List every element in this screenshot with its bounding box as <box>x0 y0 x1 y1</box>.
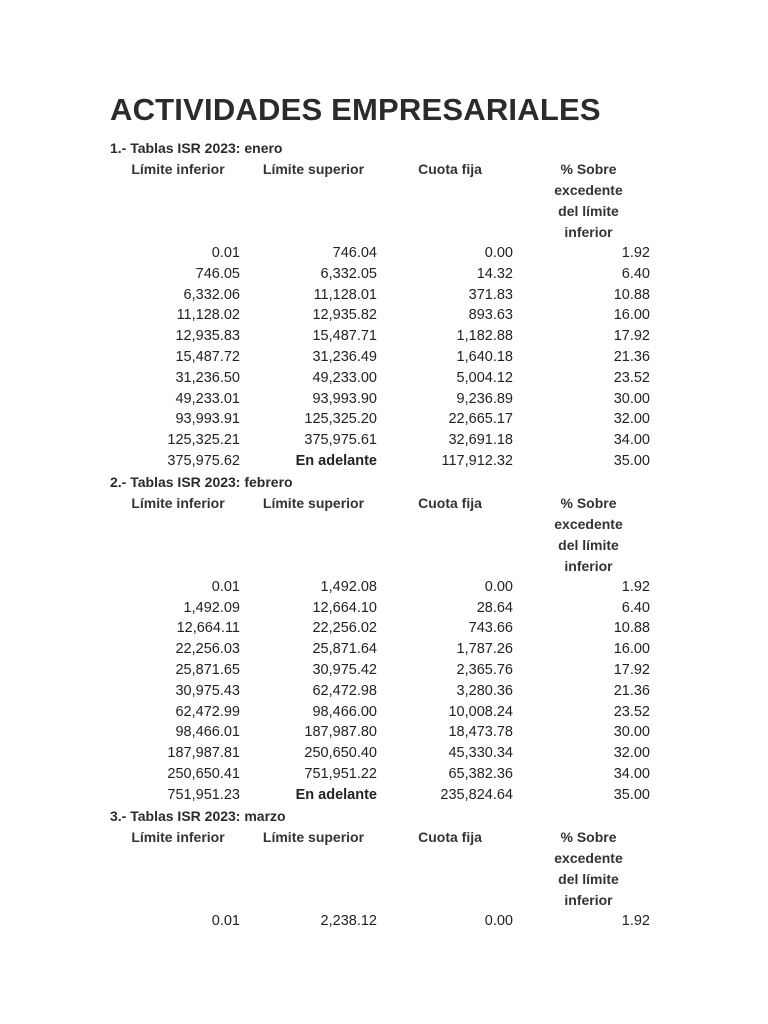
cell-cuota-fija: 32,691.18 <box>448 432 513 449</box>
header-porcentaje-line3: del límite <box>558 536 619 553</box>
cell-limite-superior: 62,472.98 <box>312 682 377 699</box>
header-limite-superior: Límite superior <box>262 161 365 177</box>
table-row <box>110 577 650 598</box>
cell-porcentaje: 16.00 <box>613 641 650 658</box>
cell-cuota-fija: 9,236.89 <box>456 390 513 407</box>
cell-limite-superior: 25,871.64 <box>312 641 377 658</box>
header-cuota-fija: Cuota fija <box>418 828 482 845</box>
table-row <box>110 430 650 451</box>
cell-cuota-fija: 743.66 <box>468 620 513 637</box>
table-header-row <box>110 493 650 577</box>
cell-limite-inferior: 49,233.01 <box>175 390 240 407</box>
header-cuota-fija: Cuota fija <box>418 494 482 511</box>
cell-cuota-fija: 45,330.34 <box>448 745 513 762</box>
header-porcentaje-line4: inferior <box>564 557 613 574</box>
table-row <box>110 660 650 681</box>
table-row <box>110 409 650 430</box>
cell-limite-superior: 11,128.01 <box>313 286 377 303</box>
cell-limite-superior: 31,236.49 <box>312 348 377 365</box>
cell-cuota-fija: 1,182.88 <box>456 328 513 345</box>
cell-cuota-fija: 2,365.76 <box>456 661 513 678</box>
cell-cuota-fija: 235,824.64 <box>440 786 513 803</box>
cell-limite-superior: 93,993.90 <box>312 390 377 407</box>
cell-limite-superior: 187,987.80 <box>304 724 377 741</box>
cell-limite-superior: 125,325.20 <box>304 411 377 428</box>
cell-limite-inferior: 0.01 <box>211 245 240 261</box>
table-row <box>110 639 650 660</box>
header-porcentaje <box>513 827 650 911</box>
cell-limite-inferior: 751,951.23 <box>167 786 240 803</box>
cell-limite-superior: 751,951.22 <box>304 765 377 782</box>
cell-cuota-fija: 0.00 <box>484 578 513 595</box>
header-limite-inferior: Límite inferior <box>131 161 225 177</box>
table-header-row <box>110 827 650 911</box>
cell-cuota-fija: 117,912.32 <box>441 452 513 469</box>
cell-limite-superior: 30,975.42 <box>312 661 377 678</box>
cell-limite-inferior: 12,664.11 <box>176 620 240 637</box>
cell-limite-inferior: 0.01 <box>211 578 240 595</box>
cell-limite-inferior: 250,650.41 <box>167 765 240 782</box>
cell-porcentaje: 1.92 <box>621 912 650 929</box>
cell-cuota-fija: 0.00 <box>484 245 513 261</box>
cell-porcentaje: 17.92 <box>613 328 650 345</box>
cell-limite-inferior: 98,466.01 <box>175 724 240 741</box>
section-title-febrero: 2.- Tablas ISR 2023: febrero <box>110 473 293 490</box>
cell-porcentaje: 1.92 <box>621 245 650 261</box>
isr-table-enero <box>110 159 650 472</box>
cell-porcentaje: 34.00 <box>613 765 650 782</box>
section-title-marzo: 3.- Tablas ISR 2023: marzo <box>110 807 286 824</box>
table-row <box>110 368 650 389</box>
header-limite-superior: Límite superior <box>262 494 365 511</box>
cell-limite-superior: 49,233.00 <box>312 369 377 386</box>
cell-limite-inferior: 12,935.83 <box>175 328 240 345</box>
header-cuota-fija: Cuota fija <box>418 161 482 177</box>
cell-limite-inferior: 0.01 <box>211 912 240 929</box>
section-title-enero: 1.- Tablas ISR 2023: enero <box>110 140 283 156</box>
header-porcentaje-line1: % Sobre <box>560 828 617 845</box>
header-limite-superior: Límite superior <box>262 828 365 845</box>
table-row <box>110 785 650 806</box>
cell-porcentaje: 6.40 <box>621 599 650 616</box>
table-body-marzo <box>110 911 650 932</box>
table-row <box>110 389 650 410</box>
table-row <box>110 764 650 785</box>
header-porcentaje-line4: inferior <box>564 891 613 908</box>
cell-porcentaje: 35.00 <box>613 786 650 803</box>
table-row <box>110 305 650 326</box>
header-porcentaje <box>513 493 650 577</box>
cell-limite-superior: 12,935.82 <box>312 307 377 324</box>
cell-limite-inferior: 15,487.72 <box>175 348 240 365</box>
cell-limite-inferior: 125,325.21 <box>167 432 240 449</box>
cell-cuota-fija: 5,004.12 <box>456 369 513 386</box>
cell-porcentaje: 34.00 <box>613 432 650 449</box>
cell-porcentaje: 35.00 <box>613 452 650 469</box>
header-porcentaje-line2: excedente <box>554 515 623 532</box>
cell-limite-superior: 2,238.12 <box>320 912 377 929</box>
table-row <box>110 451 650 472</box>
cell-limite-superior: 12,664.10 <box>312 599 377 616</box>
header-porcentaje <box>513 159 650 243</box>
header-porcentaje-line2: excedente <box>554 182 623 198</box>
table-row <box>110 243 650 264</box>
cell-cuota-fija: 0.00 <box>484 912 513 929</box>
cell-cuota-fija: 893.63 <box>468 307 513 324</box>
cell-limite-superior: 250,650.40 <box>304 745 377 762</box>
header-porcentaje-line3: del límite <box>558 203 619 219</box>
cell-limite-inferior: 62,472.99 <box>175 703 240 720</box>
cell-limite-inferior: 6,332.06 <box>183 286 240 303</box>
cell-cuota-fija: 1,787.26 <box>456 641 513 658</box>
table-row <box>110 326 650 347</box>
table-row <box>110 264 650 285</box>
cell-porcentaje: 16.00 <box>613 307 650 324</box>
table-header-row <box>110 159 650 243</box>
cell-cuota-fija: 22,665.17 <box>448 411 513 428</box>
cell-limite-inferior: 11,128.02 <box>176 307 240 324</box>
header-porcentaje-line3: del límite <box>558 870 619 887</box>
cell-limite-inferior: 22,256.03 <box>175 641 240 658</box>
cell-porcentaje: 1.92 <box>621 578 650 595</box>
table-body-enero <box>110 243 650 472</box>
cell-limite-inferior: 187,987.81 <box>167 745 240 762</box>
cell-porcentaje: 21.36 <box>613 348 650 365</box>
cell-porcentaje: 6.40 <box>621 265 650 282</box>
cell-cuota-fija: 18,473.78 <box>448 724 513 741</box>
cell-cuota-fija: 1,640.18 <box>456 348 513 365</box>
cell-limite-inferior: 30,975.43 <box>175 682 240 699</box>
document-page <box>110 90 670 931</box>
cell-cuota-fija: 28.64 <box>476 599 513 616</box>
cell-limite-superior: 746.04 <box>332 245 377 261</box>
isr-table-marzo <box>110 827 650 932</box>
cell-porcentaje: 23.52 <box>613 369 650 386</box>
table-row <box>110 347 650 368</box>
table-row <box>110 743 650 764</box>
header-porcentaje-line1: % Sobre <box>560 494 617 511</box>
cell-limite-inferior: 25,871.65 <box>175 661 240 678</box>
cell-porcentaje: 30.00 <box>613 390 650 407</box>
cell-limite-superior: En adelante <box>295 452 377 469</box>
cell-porcentaje: 30.00 <box>613 724 650 741</box>
table-row <box>110 618 650 639</box>
cell-cuota-fija: 3,280.36 <box>456 682 513 699</box>
header-porcentaje-line4: inferior <box>564 224 613 240</box>
cell-limite-superior: En adelante <box>295 786 377 803</box>
cell-limite-inferior: 1,492.09 <box>183 599 240 616</box>
cell-porcentaje: 32.00 <box>613 745 650 762</box>
cell-porcentaje: 17.92 <box>613 661 650 678</box>
cell-limite-superior: 6,332.05 <box>320 265 377 282</box>
cell-limite-inferior: 31,236.50 <box>175 369 240 386</box>
table-row <box>110 702 650 723</box>
table-row <box>110 285 650 306</box>
header-porcentaje-line1: % Sobre <box>560 161 617 177</box>
isr-table-febrero <box>110 493 650 806</box>
cell-cuota-fija: 371.83 <box>468 286 513 303</box>
cell-limite-superior: 1,492.08 <box>320 578 377 595</box>
table-row <box>110 911 650 932</box>
cell-porcentaje: 21.36 <box>613 682 650 699</box>
cell-limite-superior: 98,466.00 <box>312 703 377 720</box>
document-title: ACTIVIDADES EMPRESARIALES <box>110 92 601 127</box>
table-row <box>110 722 650 743</box>
cell-porcentaje: 23.52 <box>613 703 650 720</box>
header-limite-inferior: Límite inferior <box>131 828 225 845</box>
cell-limite-inferior: 375,975.62 <box>167 452 240 469</box>
cell-limite-inferior: 746.05 <box>195 265 240 282</box>
header-limite-inferior: Límite inferior <box>131 494 225 511</box>
cell-porcentaje: 10.88 <box>613 286 650 303</box>
cell-limite-superior: 22,256.02 <box>312 620 377 637</box>
cell-cuota-fija: 14.32 <box>476 265 513 282</box>
table-row <box>110 681 650 702</box>
cell-porcentaje: 10.88 <box>613 620 650 637</box>
cell-porcentaje: 32.00 <box>613 411 650 428</box>
cell-limite-superior: 375,975.61 <box>304 432 377 449</box>
header-porcentaje-line2: excedente <box>554 849 623 866</box>
table-row <box>110 598 650 619</box>
cell-limite-superior: 15,487.71 <box>312 328 377 345</box>
table-body-febrero <box>110 577 650 806</box>
cell-cuota-fija: 65,382.36 <box>448 765 513 782</box>
cell-limite-inferior: 93,993.91 <box>175 411 240 428</box>
cell-cuota-fija: 10,008.24 <box>448 703 513 720</box>
